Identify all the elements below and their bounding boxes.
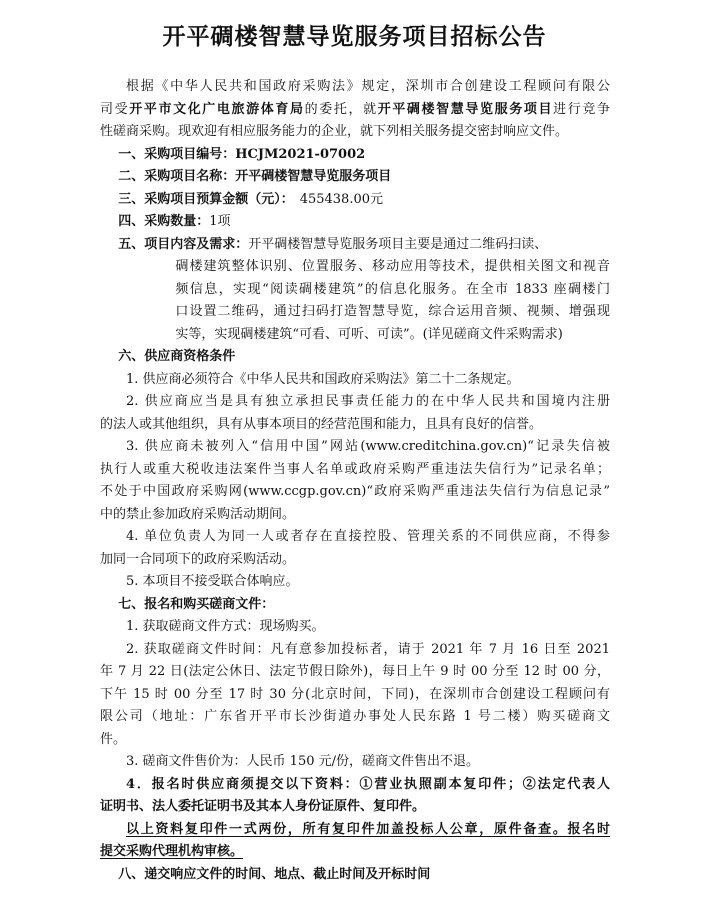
content-line: 频信息，实现“阅读碉楼建筑”的信息化服务。在全市 1833 座碉楼门 <box>175 281 610 297</box>
registration-item-2-cont: 限公司（地址：广东省开平市长沙街道办事处人民东路 1 号二楼）购买磋商文 <box>100 709 610 724</box>
project-number: HCJM2021-07002 <box>235 146 366 162</box>
registration-item-2: 2. 获取磋商文件时间：凡有意参加投标者，请于 2021 年 7 月 16 日至 2021 <box>126 641 610 657</box>
qualification-item-1: 1. 供应商必须符合《中华人民共和国政府采购法》第二十二条规定。 <box>126 371 520 387</box>
section-heading: 八、递交响应文件的时间、地点、截止时间及开标时间 <box>118 866 431 882</box>
section-budget <box>100 189 610 212</box>
document-body <box>100 76 610 886</box>
section-quantity <box>100 211 610 234</box>
registration-note-cont <box>100 841 610 864</box>
section-heading-qualifications <box>100 346 610 369</box>
intro-text: 进行竞争 <box>553 101 610 117</box>
content-line: 口设置二维码，通过扫码打造智慧导览，综合运用音频、视频、增强现 <box>175 304 610 319</box>
qualification-item-3-cont: 不处于中国政府采购网(www.ccgp.gov.cn)“政府采购严重违法失信行为信息记录” <box>100 484 610 499</box>
section-heading-submission <box>100 864 610 887</box>
qualification-item-3: 3. 供应商未被列入“信用中国”网站(www.creditchina.gov.cn)“记录失信被 <box>126 439 610 454</box>
qualification-item-4-cont: 加同一合同项下的政府采购活动。 <box>100 551 296 567</box>
section-label: 五、项目内容及需求： <box>118 236 249 252</box>
intro-line-2 <box>100 99 610 122</box>
registration-item-2-cont: 下午 15 时 00 分至 17 时 30 分(北京时间，下同)，在深圳市合创建设工程顾问有 <box>100 686 610 702</box>
section-heading: 六、供应商资格条件 <box>118 349 236 364</box>
registration-note-text: 以上资料复印件一式两份，所有复印件加盖投标人公章，原件备查。报名时 <box>126 821 610 837</box>
section-heading-registration <box>100 594 610 617</box>
qualification-item-3-cont: 执行人或重大税收违法案件当事人名单或政府采购严重违法失信行为”记录名单； <box>100 461 610 477</box>
intro-text: 的委托，就 <box>304 101 378 117</box>
budget-amount: 455438.00元 <box>299 191 384 207</box>
project-name-inline: 开平碉楼智慧导览服务项目 <box>377 101 554 117</box>
section-label: 四、采购数量： <box>118 214 210 229</box>
content-text: 开平碉楼智慧导览服务项目主要是通过二维码扫读、 <box>248 236 548 252</box>
section-project-name <box>100 166 610 189</box>
registration-item-2-cont: 年 7 月 22 日(法定公休日、法定节假日除外)，每日上午 9 时 00 分至 12 时 00 分， <box>100 664 610 679</box>
registration-item-2-cont: 件。 <box>100 731 127 747</box>
qualification-item-2: 2. 供应商应当是具有独立承担民事责任能力的在中华人民共和国境内注册 <box>126 394 610 409</box>
intro-line-1: 根据《中华人民共和国政府采购法》规定，深圳市合创建设工程顾问有限公 <box>126 79 610 94</box>
registration-note-text: 提交采购代理机构审核。 <box>100 844 244 859</box>
section-heading: 七、报名和购买磋商文件： <box>118 596 275 612</box>
section-project-number <box>100 144 610 167</box>
purchaser-name: 开平市文化广电旅游体育局 <box>129 101 305 117</box>
registration-item-1: 1. 获取磋商文件方式：现场购买。 <box>126 619 325 634</box>
section-label: 二、采购项目名称： <box>118 169 236 184</box>
registration-item-4-text: 4．报名时供应商须提交以下资料：①营业执照副本复印件；②法定代表人 <box>126 776 610 792</box>
qualification-item-5: 5. 本项目不接受联合体响应。 <box>126 574 299 589</box>
qualification-item-2-cont: 的法人或其他组织，具有从事本项目的经营范围和能力，且具有良好的信誉。 <box>100 416 543 432</box>
qualification-item-3-cont: 中的禁止参加政府采购活动期间。 <box>100 506 296 522</box>
document-title: 开平碉楼智慧导览服务项目招标公告 <box>162 24 547 50</box>
qualification-item-4: 4. 单位负责人为同一人或者存在直接控股、管理关系的不同供应商，不得参 <box>126 529 610 544</box>
section-label: 一、采购项目编号： <box>118 146 236 162</box>
section-label: 三、采购项目预算金额（元）： <box>118 191 294 207</box>
section-content <box>100 234 610 257</box>
registration-item-4-cont <box>100 796 610 819</box>
intro-line-3: 性磋商采购。现欢迎有相应服务能力的企业，就下列相关服务提交密封响应文件。 <box>100 124 569 139</box>
intro-text: 司受 <box>100 101 130 117</box>
quantity-value: 1项 <box>209 214 231 229</box>
registration-item-3: 3. 磋商文件售价为：人民币 150 元/份，磋商文件售出不退。 <box>126 754 479 769</box>
content-line: 碉楼建筑整体识别、位置服务、移动应用等技术，提供相关图文和视音 <box>175 259 610 274</box>
registration-note <box>100 819 610 842</box>
registration-item-4-text: 证明书、法人委托证明书及其本人身份证原件、复印件。 <box>100 799 426 814</box>
registration-item-4 <box>100 774 610 797</box>
content-line: 实等，实现碉楼建筑“可看、可听、可读”。(详见磋商文件采购需求) <box>175 326 563 342</box>
project-name: 开平碉楼智慧导览服务项目 <box>235 169 392 184</box>
